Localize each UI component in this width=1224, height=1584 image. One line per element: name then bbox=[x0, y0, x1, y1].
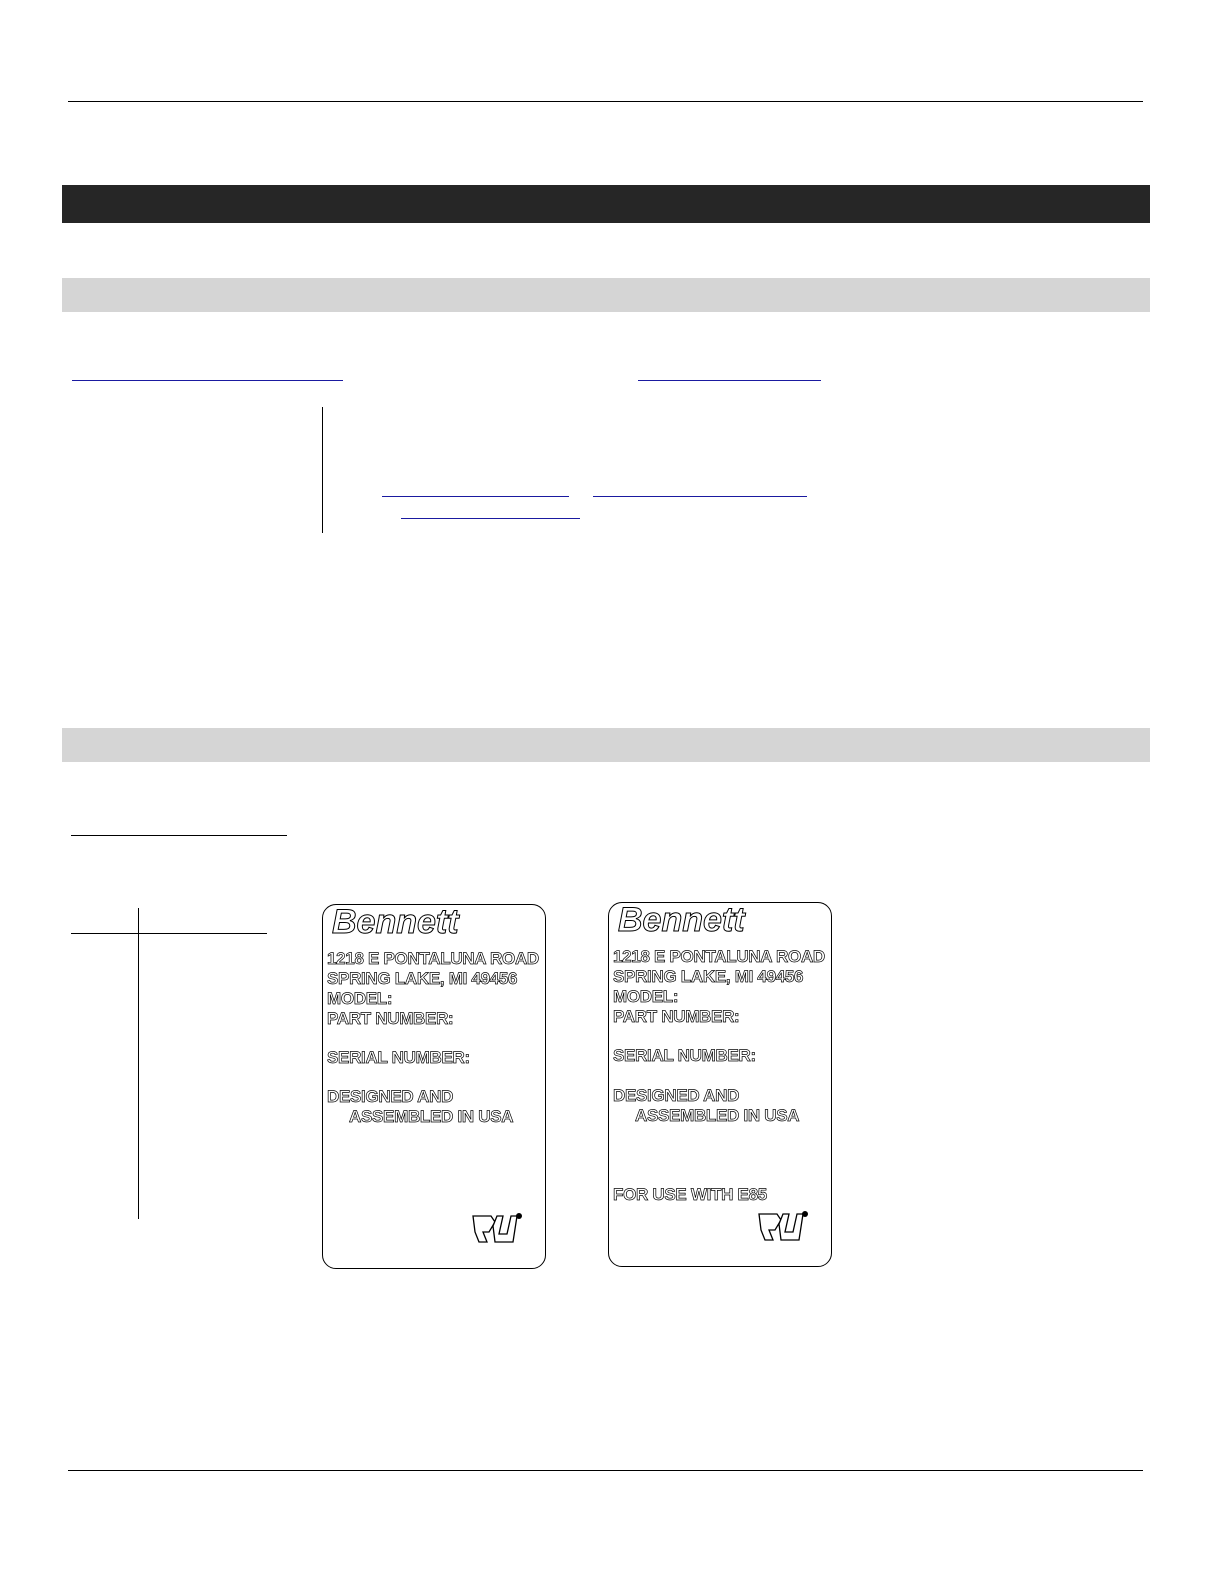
nameplate-standard bbox=[322, 904, 546, 1269]
model-label: MODEL: bbox=[327, 989, 393, 1008]
address-line-1: 1218 E PONTALUNA ROAD bbox=[613, 947, 825, 966]
e85-note: FOR USE WITH E85 bbox=[613, 1185, 767, 1204]
ul-listing-icon bbox=[469, 1212, 523, 1246]
subsection-bar-1 bbox=[62, 278, 1150, 312]
part-number-label: PART NUMBER: bbox=[613, 1007, 740, 1026]
serial-number-label: SERIAL NUMBER: bbox=[327, 1048, 470, 1067]
link-underline-1[interactable] bbox=[72, 380, 343, 381]
bennett-logo: Bennett bbox=[332, 903, 459, 941]
header-rule bbox=[68, 101, 1143, 102]
link-underline-5[interactable] bbox=[401, 518, 580, 519]
designed-line-2: ASSEMBLED IN USA bbox=[635, 1106, 800, 1125]
footer-rule bbox=[68, 1470, 1143, 1471]
heading-underline bbox=[71, 835, 287, 836]
address-line-2: SPRING LAKE, MI 49456 bbox=[613, 967, 804, 986]
serial-number-label: SERIAL NUMBER: bbox=[613, 1046, 756, 1065]
table-header-rule bbox=[71, 933, 267, 934]
section-title-bar bbox=[62, 185, 1150, 223]
table-divider-2 bbox=[138, 908, 139, 1219]
model-label: MODEL: bbox=[613, 987, 679, 1006]
link-underline-4[interactable] bbox=[593, 496, 807, 497]
designed-line-1: DESIGNED AND bbox=[613, 1086, 740, 1105]
subsection-bar-2 bbox=[62, 728, 1150, 762]
nameplate-e85 bbox=[608, 902, 832, 1267]
link-underline-2[interactable] bbox=[638, 380, 821, 381]
ul-listing-icon bbox=[755, 1210, 809, 1244]
designed-line-2: ASSEMBLED IN USA bbox=[349, 1107, 514, 1126]
bennett-logo: Bennett bbox=[618, 901, 745, 939]
address-line-1: 1218 E PONTALUNA ROAD bbox=[327, 949, 539, 968]
table-divider-1 bbox=[322, 407, 323, 533]
address-line-2: SPRING LAKE, MI 49456 bbox=[327, 969, 518, 988]
designed-line-1: DESIGNED AND bbox=[327, 1087, 454, 1106]
link-underline-3[interactable] bbox=[382, 496, 569, 497]
part-number-label: PART NUMBER: bbox=[327, 1009, 454, 1028]
